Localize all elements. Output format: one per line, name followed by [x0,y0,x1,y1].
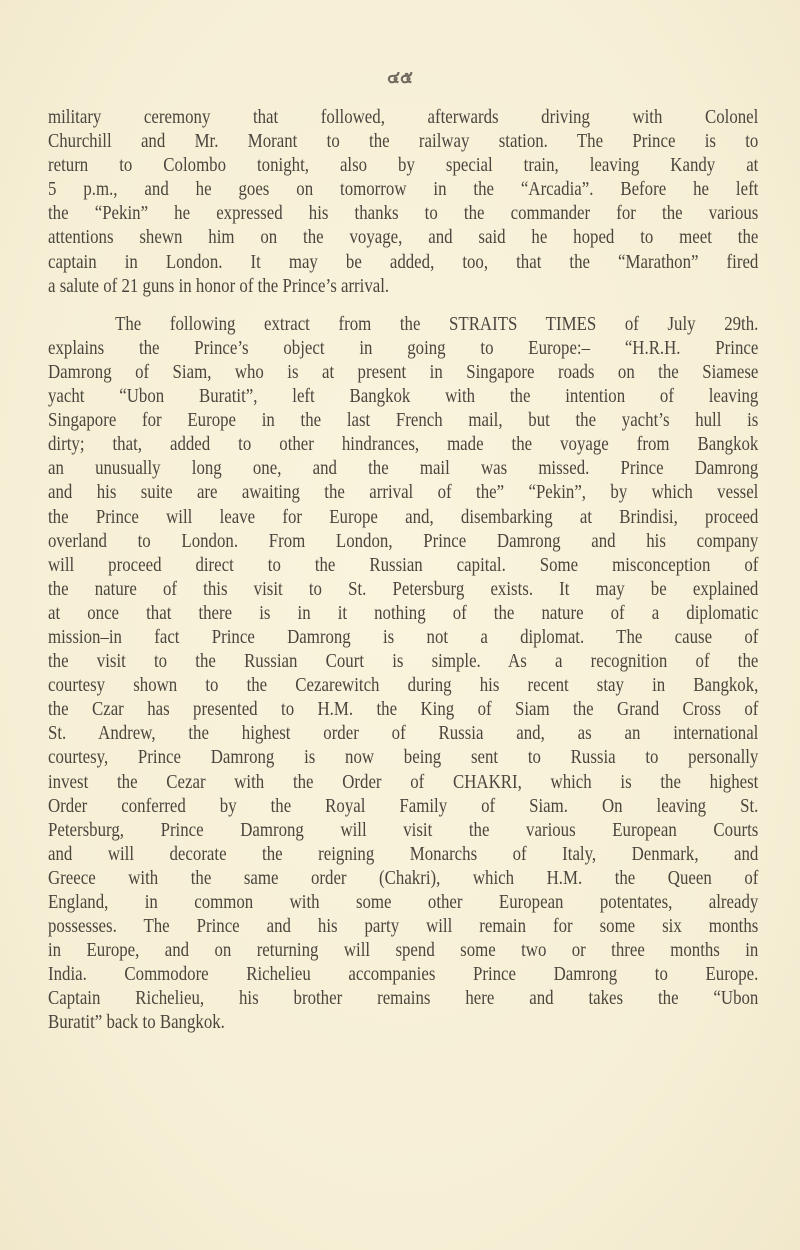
text-line: courtesy, Prince Damrong is now being sent to Russia to personally [48,747,759,769]
text-line: Petersburg, Prince Damrong will visit the various European Courts [48,819,759,841]
text-line: England, in common with some other European potentates, already [48,892,759,913]
text-line: in Europe, and on returning will spend some two or three months in [48,940,759,962]
page-number: ๔๕ [387,68,413,88]
text-line: return to Colombo tonight, also by special train, leaving Kandy at [48,155,759,177]
text-line: invest the Cezar with the Order of CHAKRI, which is the highest [48,771,759,793]
text-line: Captain Richelieu, his brother remains here and takes the “Ubon [48,988,759,1010]
text-line: the visit to the Russian Court is simple. As a recognition of the [48,651,759,673]
text-line: and his suite are awaiting the arrival of the” “Pekin”, by which vessel [48,482,759,504]
text-line: mission–in fact Prince Damrong is not a diplomat. The cause of [48,626,759,648]
text-line: Buratit” back to Bangkok. [48,1012,225,1034]
text-line: the Czar has presented to H.M. the King of Siam the Grand Cross of [48,699,759,721]
text-line: overland to London. From London, Prince Damrong and his company [48,530,759,552]
paragraph-2 [48,313,758,1036]
text-line: 5 p.m., and he goes on tomorrow in the “Arcadia”. Before he left [48,179,759,201]
text-line: an unusually long one, and the mail was missed. Prince Damrong [48,458,759,480]
text-line: a salute of 21 guns in honor of the Prince’s arrival. [48,275,390,297]
text-line: dirty; that, added to other hindrances, made the voyage from Bangkok [48,434,759,456]
text-line: yacht “Ubon Buratit”, left Bangkok with the intention of leaving [48,386,759,408]
text-line: courtesy shown to the Cezarewitch during his recent stay in Bangkok, [48,675,759,697]
text-line: the Prince will leave for Europe and, disembarking at Brindisi, proceed [48,506,759,528]
text-line: the “Pekin” he expressed his thanks to the commander for the various [48,203,759,225]
text-line: St. Andrew, the highest order of Russia and, as an international [48,723,759,745]
body-text [48,106,758,1036]
text-line: captain in London. It may be added, too, that the “Marathon” fired [48,251,759,273]
text-line: attentions shewn him on the voyage, and said he hoped to meet the [48,227,759,249]
text-line: Singapore for Europe in the last French mail, but the yacht’s hull is [48,410,759,432]
paragraph-1 [48,106,758,299]
text-line: possesses. The Prince and his party will remain for some six months [48,916,759,938]
text-line: Greece with the same order (Chakri), which H.M. the Queen of [48,867,759,889]
text-line: Damrong of Siam, who is at present in Singapore roads on the Siamese [48,361,759,383]
text-line: Order conferred by the Royal Family of Siam. On leaving St. [48,795,759,817]
text-line: The following extract from the STRAITS TIMES of July 29th. [115,313,759,335]
text-line: and will decorate the reigning Monarchs of Italy, Denmark, and [48,843,759,865]
text-line: will proceed direct to the Russian capital. Some misconception of [48,554,759,576]
text-line: India. Commodore Richelieu accompanies Prince Damrong to Europe. [48,964,759,986]
text-line: military ceremony that followed, afterwards driving with Colonel [48,107,759,128]
text-line: explains the Prince’s object in going to Europe:– “H.R.H. Prince [48,337,759,359]
text-line: at once that there is in it nothing of the nature of a diplomatic [48,602,759,624]
text-line: Churchill and Mr. Morant to the railway station. The Prince is to [48,131,759,153]
paragraph-spacer [48,299,758,313]
text-line: the nature of this visit to St. Petersburg exists. It may be explained [48,578,759,600]
